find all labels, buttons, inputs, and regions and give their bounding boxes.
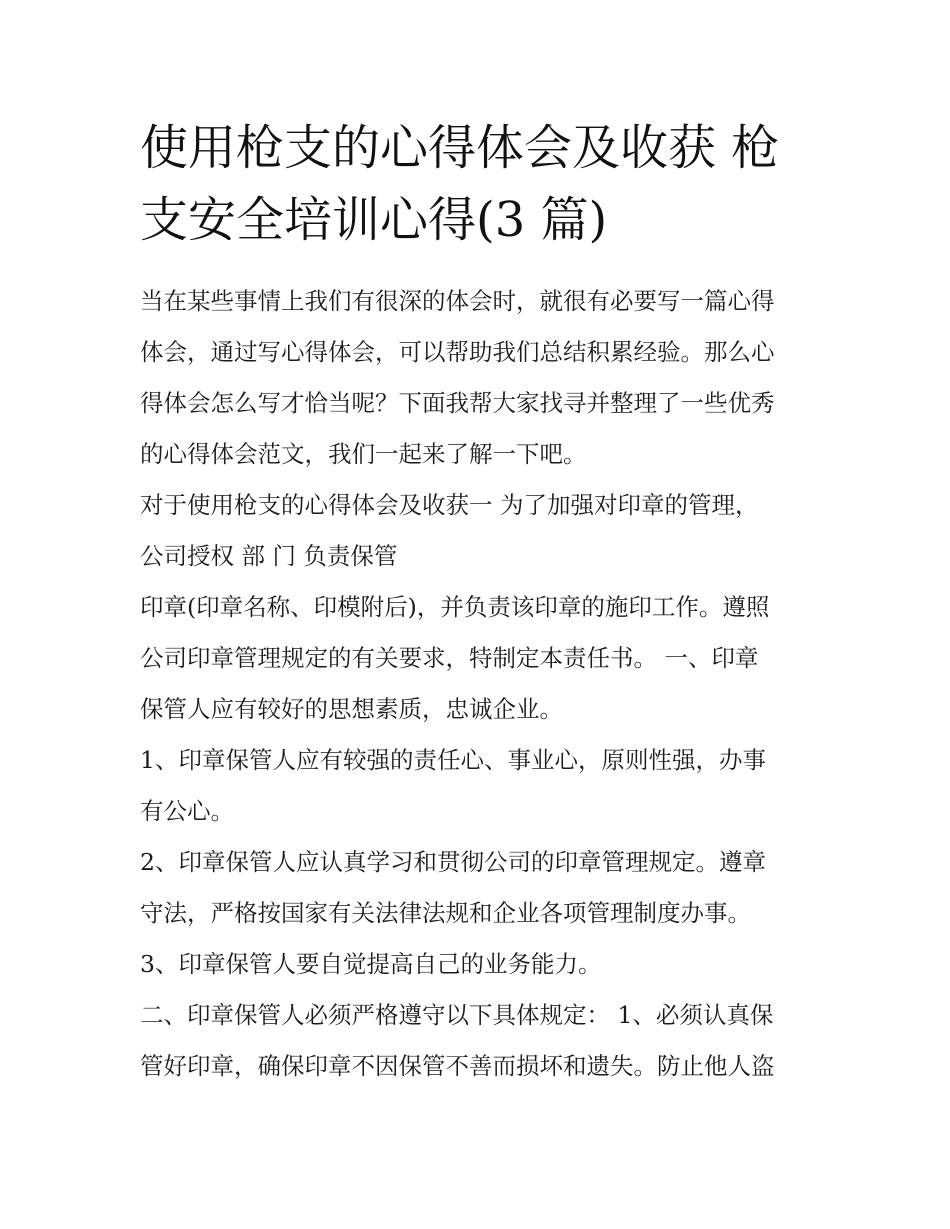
body-line: 对于使用枪支的心得体会及收获一 为了加强对印章的管理，: [140, 491, 759, 519]
document-title: [140, 112, 820, 256]
body-line: 体会，通过写心得体会，可以帮助我们总结积累经验。那么心: [140, 338, 775, 366]
body-line: 1、印章保管人应有较强的责任心、事业心，原则性强，办事: [140, 746, 766, 774]
body-line: 公司印章管理规定的有关要求，特制定本责任书。 一、印章: [140, 644, 759, 672]
body-line: 有公心。: [140, 797, 234, 825]
title-line-1: 使用枪支的心得体会及收获 枪: [140, 120, 780, 176]
body-line: 3、印章保管人要自觉提高自己的业务能力。: [140, 950, 602, 978]
body-line: 管好印章，确保印章不因保管不善而损坏和遗失。防止他人盗: [140, 1052, 775, 1080]
body-line: 印章(印章名称、印模附后)，并负责该印章的施印工作。遵照: [140, 593, 770, 621]
body-line: 得体会怎么写才恰当呢？下面我帮大家找寻并整理了一些优秀: [140, 389, 775, 417]
body-line: 二、印章保管人必须严格遵守以下具体规定： 1、必须认真保: [140, 1001, 774, 1029]
title-line-2: 支安全培训心得(3 篇): [140, 192, 608, 248]
body-line: 的心得体会范文，我们一起来了解一下吧。: [140, 440, 587, 468]
body-line: 守法，严格按国家有关法律法规和企业各项管理制度办事。: [140, 899, 751, 927]
body-line: 当在某些事情上我们有很深的体会时，就很有必要写一篇心得: [140, 287, 775, 315]
body-line: 保管人应有较好的思想素质，忠诚企业。: [140, 695, 563, 723]
body-line: 公司授权 部 门 负责保管: [140, 542, 398, 570]
document-body: [140, 276, 820, 1092]
body-line: 2、印章保管人应认真学习和贯彻公司的印章管理规定。遵章: [140, 848, 766, 876]
